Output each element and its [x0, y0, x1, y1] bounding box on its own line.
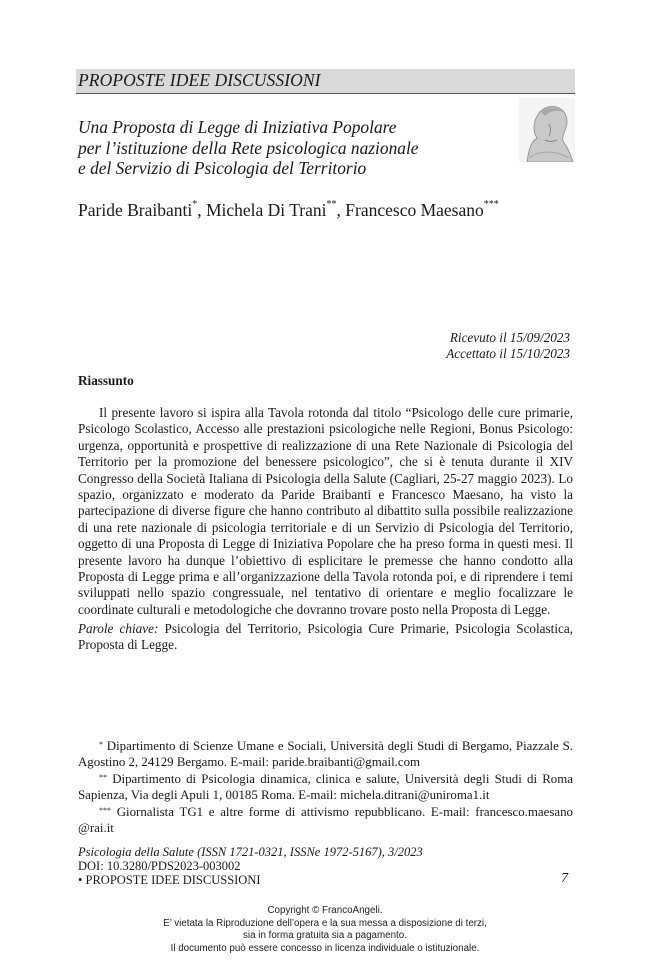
footnote — [78, 771, 573, 804]
copyright-line: sia in forma gratuita sia a pagamento. — [243, 930, 407, 941]
title-line-2: per l’istituzione della Rete psicologica nazionale — [78, 137, 419, 158]
accepted-date: Accettato il 15/10/2023 — [446, 346, 570, 361]
footnote-mark: ** — [99, 772, 107, 782]
page-number: 7 — [561, 871, 568, 886]
section-footer: • PROPOSTE IDEE DISCUSSIONI — [78, 873, 261, 887]
article-title — [78, 117, 498, 179]
journal-portrait-logo — [519, 98, 575, 162]
keywords-text: Psicologia del Territorio, Psicologia Cure Primarie, Psicologia Scolastica, Proposta di Legge. — [78, 621, 573, 653]
abstract-paragraph: Il presente lavoro si ispira alla Tavola rotonda dal titolo “Psicologo delle cure primarie, Psicologo Scolastico, Accesso alle prestazioni psicologiche nelle Regioni, Bonus Psicologo: urgenza, opportunità e prospettive di realizzazione di una Rete Nazionale di Psicologia del Territorio per la promozione del benessere psicologico”, che si è tenuta durante il XIV Congresso della Società Italiana di Psicologia della Salute (Cagliari, 25-27 maggio 2023). Lo spazio, organizzato e moderato da Paride Braibanti e Francesco Maesano, ha visto la partecipazione di diverse figure che hanno contributo al dibattito sulla possibile realizzazione di una rete nazionale di psicologia territoriale e di un Servizio di Psicologia del Territorio, oggetto di una Proposta di Legge di Iniziativa Popolare che ha preso forma in questi mesi. Il presente lavoro ha dunque l’obiettivo di esplicitare le premesse che hanno condotto alla Proposta di Legge prima e all’organizzazione della Tavola rotonda poi, e di riprendere i temi sviluppati nello spazio congressuale, nel tentativo di orientare e meglio focalizzare le coordinate culturali e metodologiche che dovranno trovare posto nella Proposta di Legge. — [78, 405, 573, 617]
footnote — [78, 804, 573, 837]
journal-citation: Psicologia della Salute (ISSN 1721-0321, ISSNe 1972-5167), 3/2023 — [78, 845, 423, 859]
footnote-marker: *** — [483, 199, 499, 210]
footnote-text: Giornalista TG1 e altre forme di attivismo repubblicano. E-mail: francesco.maesano @rai.it — [78, 804, 573, 836]
abstract-body — [78, 405, 573, 618]
copyright-line: Copyright © FrancoAngeli. — [267, 905, 383, 916]
section-label: PROPOSTE IDEE DISCUSSIONI — [78, 70, 321, 90]
copyright-line: Il documento può essere concesso in licenza individuale o istituzionale. — [170, 942, 480, 954]
footnote-marker: * — [192, 199, 198, 210]
section-header-bar — [76, 69, 575, 94]
received-date: Ricevuto il 15/09/2023 — [449, 330, 570, 345]
submission-dates — [446, 330, 570, 362]
doi-text: DOI: 10.3280/PDS2023-003002 — [78, 859, 241, 873]
affiliation-footnotes — [78, 738, 573, 836]
footnote-text: Dipartimento di Psicologia dinamica, clinica e salute, Università degli Studi di Roma Sapienza, Via degli Apuli 1, 00185 Roma. E-mail: michela.ditrani@uniroma1.it — [78, 771, 573, 803]
author-name: Paride Braibanti — [78, 200, 193, 220]
authors-line — [78, 200, 499, 221]
footnote-mark: *** — [99, 805, 111, 815]
copyright-notice — [0, 905, 650, 955]
footnote-marker: ** — [326, 199, 337, 210]
author-separator: , — [197, 200, 206, 220]
footnote — [78, 738, 573, 771]
abstract-heading: Riassunto — [78, 373, 134, 388]
keywords-label: Parole chiave: — [78, 621, 159, 636]
journal-info — [78, 845, 573, 887]
author-name: Francesco Maesano — [345, 200, 484, 220]
title-line-3: e del Servizio di Psicologia del Territorio — [78, 158, 367, 178]
keywords — [78, 621, 573, 654]
footnote-text: Dipartimento di Scienze Umane e Sociali, Università degli Studi di Bergamo, Piazzale S. Agostino 2, 24129 Bergamo. E-mail: paride.braibanti@gmail.com — [78, 739, 573, 770]
copyright-line: E’ vietata la Riproduzione dell’opera e la sua messa a disposizione di terzi, — [163, 917, 487, 929]
footnote-mark: * — [99, 740, 103, 749]
author-name: Michela Di Trani — [205, 200, 327, 220]
title-line-1: Una Proposta di Legge di Iniziativa Popolare — [78, 117, 397, 137]
author-separator: , — [336, 200, 346, 220]
